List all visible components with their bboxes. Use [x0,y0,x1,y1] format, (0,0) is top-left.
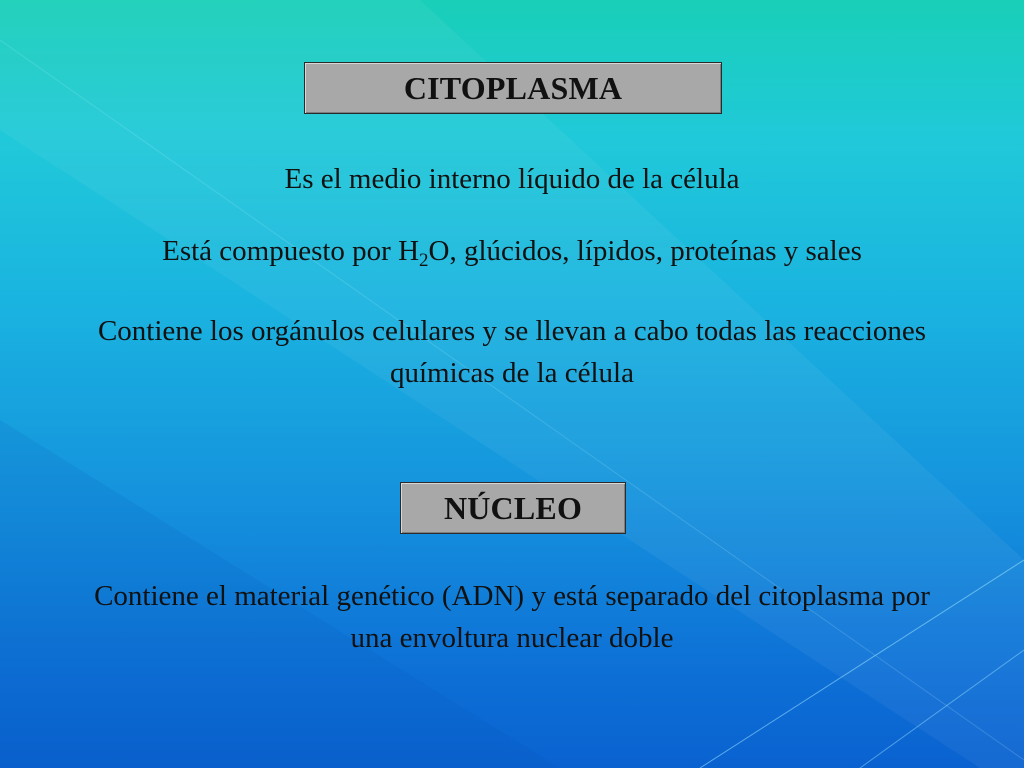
citoplasma-title: CITOPLASMA [403,69,623,106]
nucleo-title: NÚCLEO [443,489,583,526]
composition-prefix: Está compuesto por H [162,235,420,267]
citoplasma-composition [0,230,1024,272]
citoplasma-function: Contiene los orgánulos celulares y se llevan a cabo todas las reacciones químicas de la célula [97,315,927,389]
nucleo-description: Contiene el material genético (ADN) y está separado del citoplasma por una envoltura nuclear doble [94,580,930,654]
composition-suffix: O, glúcidos, lípidos, proteínas y sales [428,235,862,267]
citoplasma-title-box [304,62,722,114]
composition-subscript: 2 [419,250,429,271]
citoplasma-definition: Es el medio interno líquido de la célula [284,163,740,195]
nucleo-title-box [400,482,626,534]
